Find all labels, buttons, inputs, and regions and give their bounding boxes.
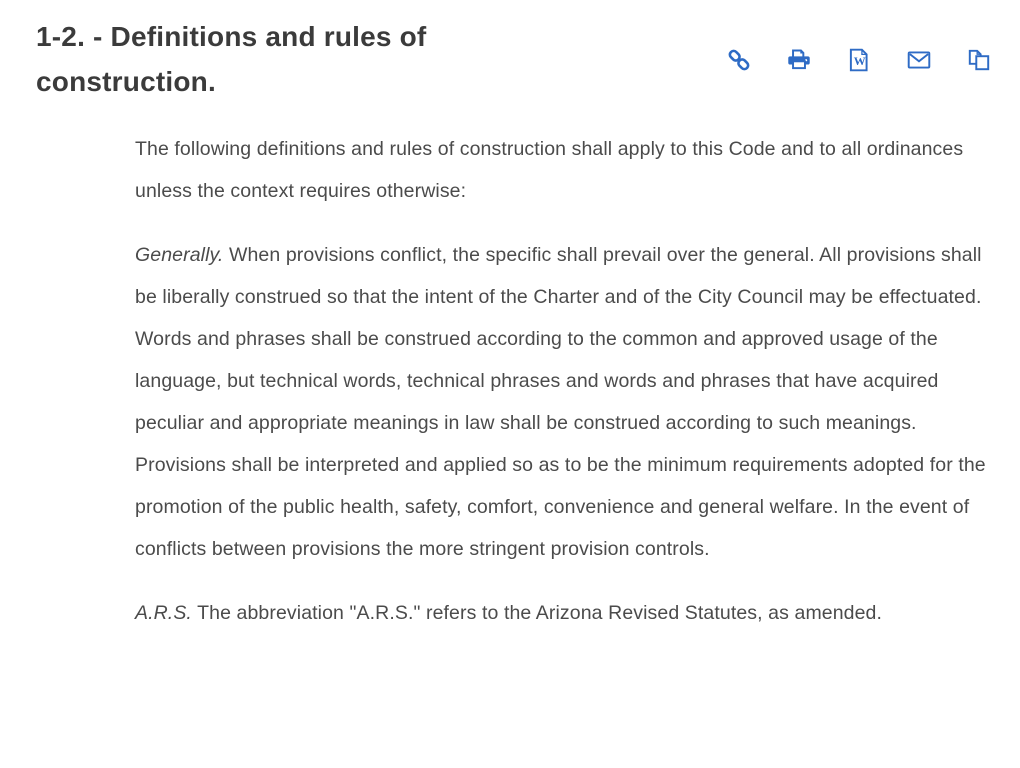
link-icon <box>726 47 752 73</box>
link-button[interactable] <box>726 47 752 73</box>
copy-button[interactable] <box>966 47 992 73</box>
word-doc-icon <box>846 47 872 73</box>
print-button[interactable] <box>786 47 812 73</box>
svg-text:W: W <box>853 54 866 69</box>
section-toolbar <box>726 47 992 73</box>
page-title: 1-2. - Definitions and rules of construction. <box>36 21 427 97</box>
email-icon <box>906 47 932 73</box>
paragraph-text: When provisions conflict, the specific shall prevail over the general. All provisions shall be liberally construed so that the intent of the Charter and of the City Council may be effectuated. Words and phrases shall be construed according to the common and approved usage of the language, but technical words, technical phrases and words and phrases that have acquired peculiar and appropriate meanings in law shall be construed according to such meanings. Provisions shall be interpreted and applied so as to be the minimum requirements adopted for the promotion of the public health, safety, comfort, convenience and general welfare. In the event of conflicts between provisions the more stringent provision controls. <box>135 244 986 560</box>
paragraph-ars <box>135 592 992 634</box>
email-button[interactable] <box>906 47 932 73</box>
word-download-button[interactable] <box>846 47 872 73</box>
definition-term: A.R.S. <box>135 602 192 624</box>
paragraph-generally <box>135 234 992 570</box>
paragraph-text: The following definitions and rules of construction shall apply to this Code and to all ordinances unless the context requires otherwise: <box>135 138 964 202</box>
section-header <box>0 0 1020 104</box>
section-body <box>0 104 1020 664</box>
paragraph-text: The abbreviation "A.R.S." refers to the Arizona Revised Statutes, as amended. <box>191 602 883 624</box>
print-icon <box>786 47 812 73</box>
definition-term: Generally. <box>135 244 224 266</box>
paragraph-intro <box>135 128 992 212</box>
copy-icon <box>966 47 992 73</box>
